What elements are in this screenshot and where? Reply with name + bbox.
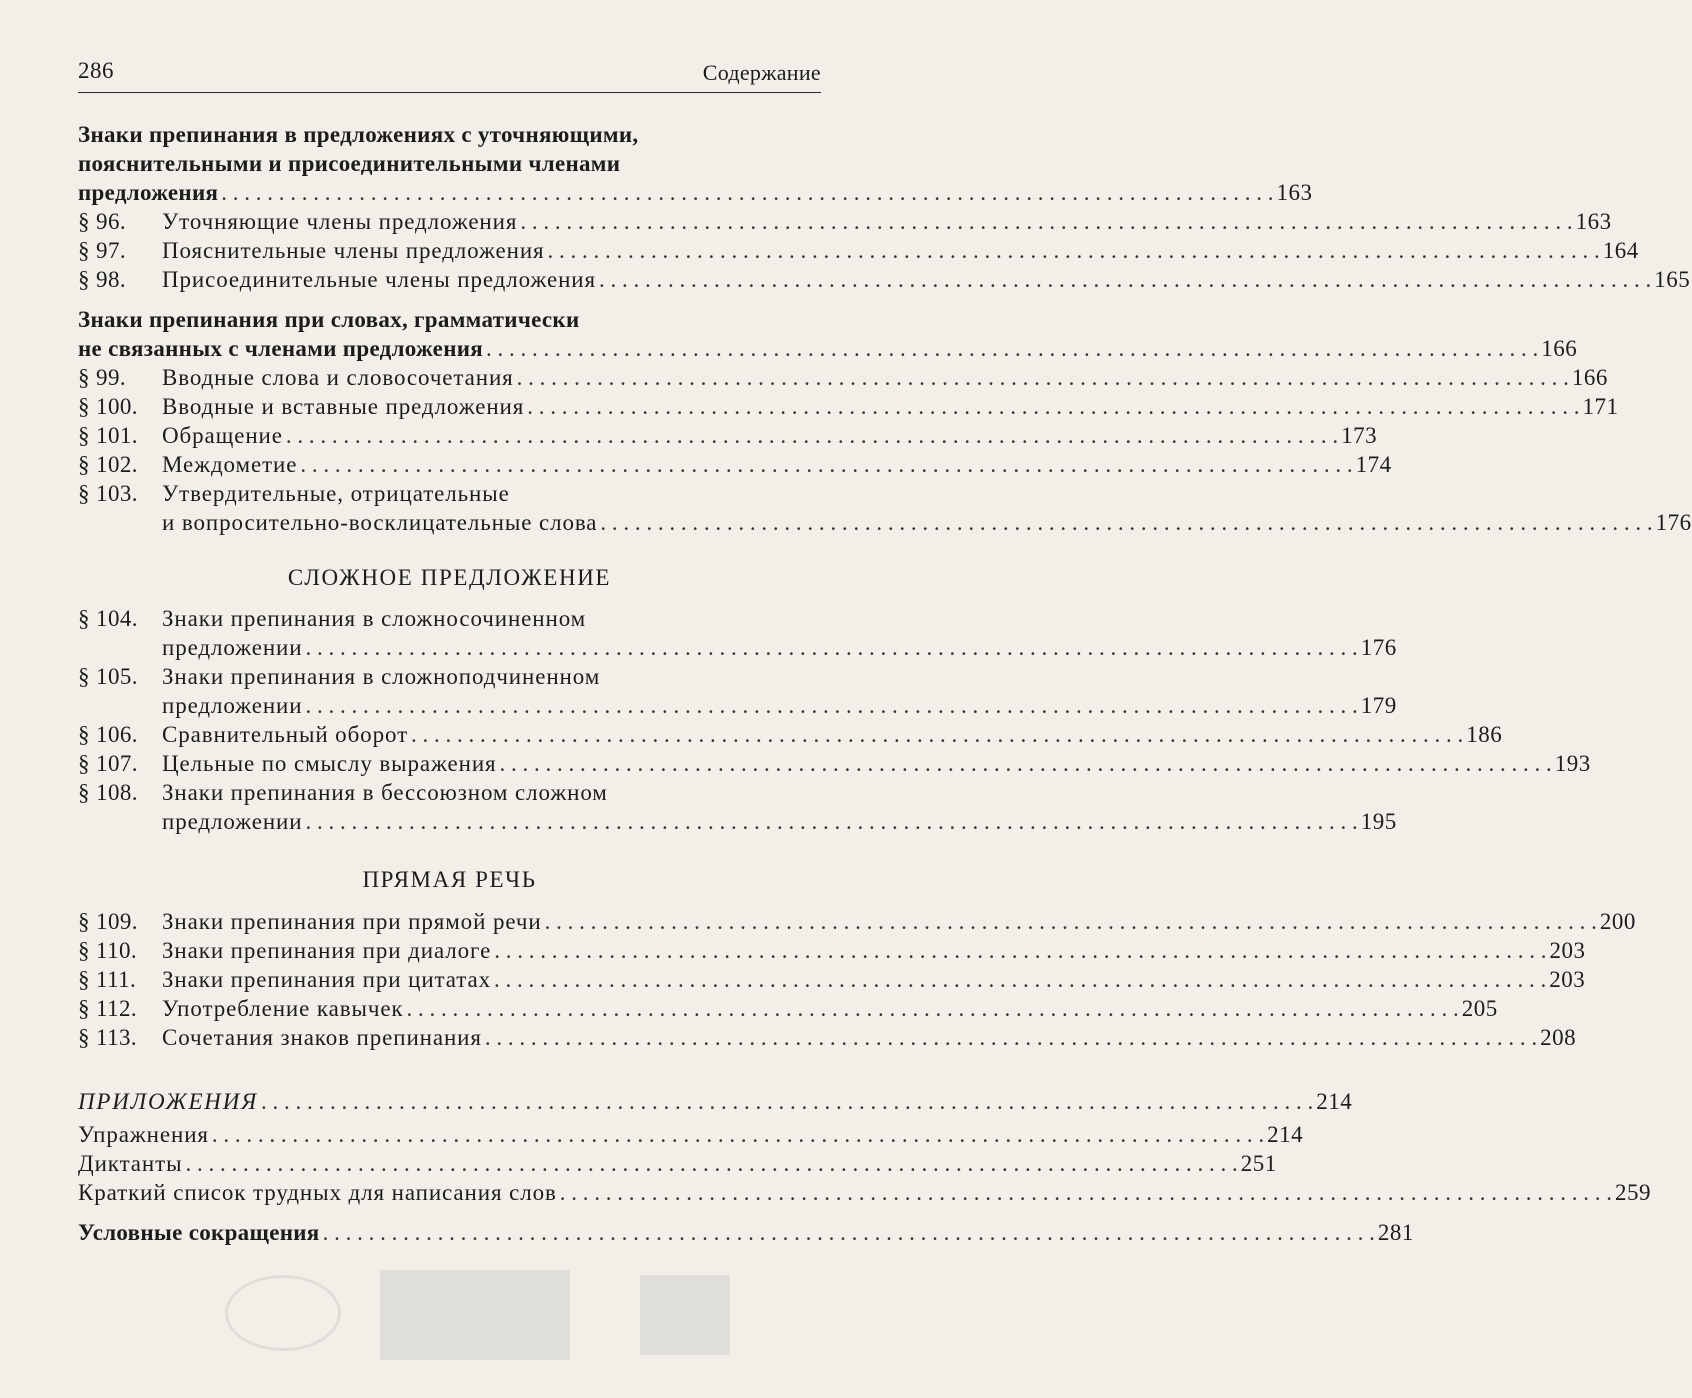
dot-leader [286, 421, 1338, 451]
paragraph-number: § 107. [78, 751, 138, 776]
page-ref: 281 [1377, 1220, 1414, 1245]
page-ref: 186 [1466, 722, 1503, 747]
toc-entry[interactable] [78, 421, 1378, 451]
dot-leader [520, 207, 1572, 237]
page-header [78, 58, 821, 93]
entry-title: Диктанты [78, 1151, 183, 1176]
running-head: Содержание [702, 60, 821, 85]
paragraph-number: § 103. [78, 481, 138, 506]
section-heading: ПРЯМАЯ РЕЧЬ [362, 867, 537, 892]
paragraph-number: § 106. [78, 722, 138, 747]
entry-title: Знаки препинания при прямой речи [162, 909, 542, 934]
paragraph-number: § 98. [78, 267, 126, 292]
dot-leader [527, 392, 1579, 422]
page-ref: 214 [1316, 1089, 1353, 1114]
entry-title: Знаки препинания в бессоюзном сложном [162, 780, 608, 805]
page-ref: 173 [1341, 423, 1378, 448]
dot-leader [560, 1178, 1612, 1208]
toc-entry[interactable] [78, 1023, 1577, 1053]
dot-leader [305, 807, 1357, 837]
paragraph-number: § 101. [78, 423, 138, 448]
entry-title: Знаки препинания в сложносочиненном [162, 606, 587, 631]
entry-title: Вводные и вставные предложения [162, 394, 525, 419]
entry-title: и вопросительно-восклицательные слова [162, 510, 598, 535]
toc-entry[interactable] [78, 807, 1397, 837]
toc-entry[interactable] [78, 450, 1392, 480]
entry-title: Употребление кавычек [162, 996, 404, 1021]
toc-entry[interactable] [78, 1149, 1277, 1179]
toc-entry-group2[interactable] [78, 334, 1578, 364]
entry-title: Знаки препинания при диалоге [162, 938, 492, 963]
group-title-line [78, 149, 821, 179]
dot-leader [407, 994, 1459, 1024]
bleed-through-mark [640, 1275, 730, 1355]
paragraph-number: § 105. [78, 664, 138, 689]
page-ref: 163 [1575, 209, 1612, 234]
toc-entry[interactable] [78, 363, 1608, 393]
toc-entry[interactable] [78, 907, 1636, 937]
dot-leader [411, 720, 1463, 750]
bleed-through-mark [225, 1275, 341, 1351]
group-title-text: предложения [78, 180, 219, 205]
entry-title: Знаки препинания в сложноподчиненном [162, 664, 601, 689]
entry-title: предложении [162, 809, 303, 834]
toc-entry-appendix[interactable] [78, 1087, 1353, 1117]
toc-entry[interactable] [78, 392, 1619, 422]
dot-leader [305, 633, 1357, 663]
paragraph-number: § 110. [78, 938, 138, 963]
entry-title: Пояснительные члены предложения [162, 238, 545, 263]
entry-title: предложении [162, 693, 303, 718]
dot-leader [494, 936, 1546, 966]
entry-title: Упражнения [78, 1122, 209, 1147]
entry-title: Вводные слова и словосочетания [162, 365, 514, 390]
dot-leader [185, 1149, 1237, 1179]
toc-entry[interactable] [78, 1120, 1304, 1150]
paragraph-number: § 112. [78, 996, 138, 1021]
page-ref: 179 [1360, 693, 1397, 718]
page-ref: 259 [1614, 1180, 1651, 1205]
bleed-through-mark [380, 1270, 570, 1360]
toc-entry-line[interactable] [78, 778, 821, 808]
toc-entry-line[interactable] [78, 604, 821, 634]
entry-title: Присоединительные члены предложения [162, 267, 596, 292]
dot-leader [305, 691, 1357, 721]
dot-leader [599, 265, 1651, 295]
dot-leader [221, 178, 1273, 208]
entry-title: Уточняющие члены предложения [162, 209, 518, 234]
toc-entry[interactable] [78, 720, 1503, 750]
toc-entry[interactable] [78, 265, 1691, 295]
paragraph-number: § 96. [78, 209, 126, 234]
toc-entry[interactable] [78, 936, 1586, 966]
entry-title: Междометие [162, 452, 298, 477]
toc-entry[interactable] [78, 207, 1612, 237]
paragraph-number: § 97. [78, 238, 126, 263]
section-heading: СЛОЖНОЕ ПРЕДЛОЖЕНИЕ [287, 565, 612, 590]
appendix-title: ПРИЛОЖЕНИЯ [78, 1089, 259, 1114]
dot-leader [600, 508, 1652, 538]
dot-leader [548, 236, 1600, 266]
entry-title: предложении [162, 635, 303, 660]
paragraph-number: § 99. [78, 365, 126, 390]
page-ref: 203 [1549, 967, 1586, 992]
entry-title: Сочетания знаков препинания [162, 1025, 482, 1050]
entry-title: Сравнительный оборот [162, 722, 409, 747]
group-title-line [78, 120, 821, 150]
toc-entry-line[interactable] [78, 662, 821, 692]
toc-entry[interactable] [78, 508, 1692, 538]
paragraph-number: § 100. [78, 394, 138, 419]
page-ref: 251 [1240, 1151, 1277, 1176]
page-ref: 166 [1541, 336, 1578, 361]
dot-leader [323, 1218, 1375, 1248]
entry-title: Краткий список трудных для написания слов [78, 1180, 557, 1205]
page-ref: 174 [1355, 452, 1392, 477]
entry-title: Обращение [162, 423, 283, 448]
page-ref: 171 [1582, 394, 1619, 419]
page-ref: 164 [1602, 238, 1639, 263]
dot-leader [545, 907, 1597, 937]
dot-leader [494, 965, 1546, 995]
group-title-text: Знаки препинания в предложениях с уточняющими, [78, 122, 639, 147]
dot-leader [300, 450, 1352, 480]
dot-leader [212, 1120, 1264, 1150]
page-ref: 200 [1599, 909, 1636, 934]
toc-entry[interactable] [78, 994, 1498, 1024]
toc-entry[interactable] [78, 1178, 1651, 1208]
page-ref: 176 [1360, 635, 1397, 660]
toc-entry[interactable] [78, 691, 1397, 721]
toc-entry-line[interactable] [78, 479, 821, 509]
dot-leader [485, 1023, 1537, 1053]
page-number: 286 [78, 58, 114, 83]
toc-entry[interactable] [78, 633, 1397, 663]
entry-title: Цельные по смыслу выражения [162, 751, 497, 776]
page-ref: 208 [1540, 1025, 1577, 1050]
toc-entry[interactable] [78, 965, 1586, 995]
toc-entry-abbreviations[interactable] [78, 1218, 1414, 1248]
paragraph-number: § 113. [78, 1025, 138, 1050]
page-ref: 205 [1461, 996, 1498, 1021]
entry-title: Утвердительные, отрицательные [162, 481, 510, 506]
paragraph-number: § 104. [78, 606, 138, 631]
page-ref: 214 [1267, 1122, 1304, 1147]
dot-leader [486, 334, 1538, 364]
dot-leader [500, 749, 1552, 779]
page-ref: 163 [1276, 180, 1313, 205]
page-ref: 203 [1549, 938, 1586, 963]
group-title-text: пояснительными и присоединительными членами [78, 151, 621, 176]
paragraph-number: § 102. [78, 452, 138, 477]
page-ref: 166 [1571, 365, 1608, 390]
toc-entry[interactable] [78, 236, 1639, 266]
toc-entry-group1[interactable] [78, 178, 1313, 208]
entry-title: Условные сокращения [78, 1220, 320, 1245]
paragraph-number: § 109. [78, 909, 138, 934]
page-ref: 195 [1360, 809, 1397, 834]
paragraph-number: § 108. [78, 780, 138, 805]
entry-title: Знаки препинания при цитатах [162, 967, 492, 992]
dot-leader [517, 363, 1569, 393]
page-ref: 165 [1654, 267, 1691, 292]
group-title-line [78, 305, 821, 335]
dot-leader [261, 1087, 1313, 1117]
paragraph-number: § 111. [78, 967, 137, 992]
toc-entry[interactable] [78, 749, 1591, 779]
group-title-text: не связанных с членами предложения [78, 336, 484, 361]
page-ref: 193 [1554, 751, 1591, 776]
page-ref: 176 [1655, 510, 1692, 535]
group-title-text: Знаки препинания при словах, грамматически [78, 307, 580, 332]
